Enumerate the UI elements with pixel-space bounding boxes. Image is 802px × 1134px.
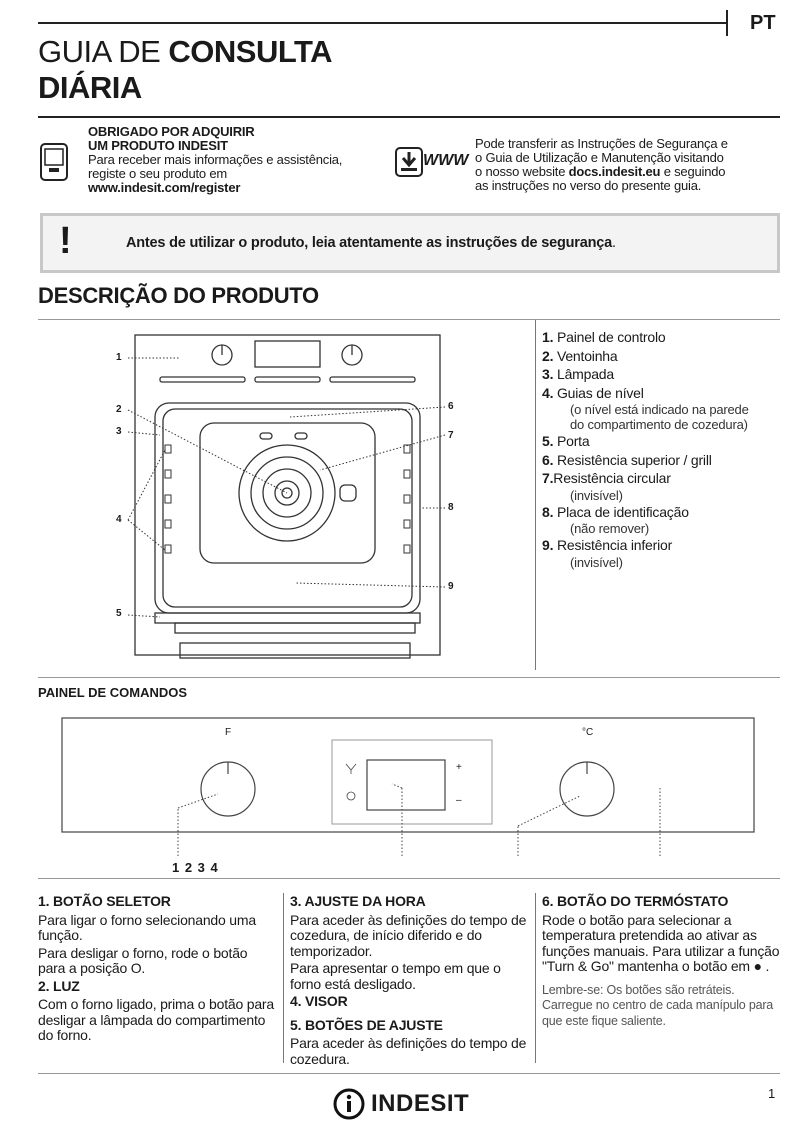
list-item: 1. Painel de controlo — [542, 329, 666, 345]
oven-diagram — [100, 325, 470, 670]
column-selector-light: 1. BOTÃO SELETOR Para ligar o forno selecionando uma função. Para desligar o forno, rode o botão para a posição O. 2. LUZ Com o forno ligado, prima o botão para desligar a lâmpada do compartimento do forno. — [38, 893, 274, 1043]
docs-info: Pode transferir as Instruções de Segurança e o Guia de Utilização e Manutenção visitando o nosso website docs.indesit.eu e seguindo as instruções no verso do presente guia. — [475, 136, 728, 193]
callout-3: 3 — [116, 426, 122, 437]
rule — [38, 677, 780, 678]
list-item: 3. Lâmpada — [542, 366, 614, 382]
column-thermostat: 6. BOTÃO DO TERMÓSTATO Rode o botão para selecionar a temperatura pretendida ao ativar as funções manuais. Para utilizar a função "Turn & Go" mantenha o botão em ● . Lembre-se: Os botões são retráteis. Carregue no centro de cada manípulo para que este fique saliente. — [542, 893, 780, 1028]
rule — [38, 319, 780, 320]
indesit-logo: INDESIT — [333, 1088, 469, 1120]
callout-9: 9 — [448, 581, 454, 592]
callout-6: 6 — [448, 401, 454, 412]
control-panel-diagram — [60, 716, 760, 861]
www-icon-text: WWW — [423, 152, 469, 169]
product-description-title: DESCRIÇÃO DO PRODUTO — [38, 283, 319, 308]
rule — [38, 878, 780, 879]
thermostat-knob-label: °C — [582, 727, 594, 738]
callout-1: 1 — [116, 352, 122, 363]
control-panel-title: PAINEL DE COMANDOS — [38, 685, 188, 700]
divider — [535, 893, 536, 1063]
safety-warning — [40, 213, 780, 273]
column-time-display: 3. AJUSTE DA HORA Para aceder às definições do tempo de cozedura, de início diferido e do temporizador. Para apresentar o tempo em que o forno está desligado. 4. VISOR 5. BOTÕES DE AJUSTE Para aceder às definições do tempo de cozedura. — [290, 893, 527, 1067]
selector-knob-label: F — [225, 727, 232, 738]
page-number: 1 — [768, 1086, 776, 1101]
callout-2: 2 — [116, 404, 122, 415]
page-title: GUIA DE CONSULTA DIÁRIA — [38, 34, 332, 105]
callout-5: 5 — [116, 608, 122, 619]
docs-link[interactable]: docs.indesit.eu — [568, 164, 661, 179]
warning-text: Antes de utilizar o produto, leia atentamente as instruções de segurança. — [126, 235, 616, 251]
list-item: 6. Resistência superior / grill — [542, 451, 712, 468]
download-icon — [395, 147, 423, 177]
list-item: 4. Guias de nível (o nível está indicado na parede do compartimento de cozedura) — [542, 384, 749, 432]
list-item: 5. Porta — [542, 433, 590, 449]
language-label: PT — [750, 12, 776, 34]
register-link[interactable]: www.indesit.com/register — [88, 180, 241, 195]
minus-button: – — [456, 795, 462, 806]
list-item: 9. Resistência inferior (invisível) — [542, 537, 673, 570]
divider — [283, 893, 284, 1063]
plus-button: + — [456, 762, 462, 773]
list-item: 7.Resistência circular (invisível) — [542, 470, 671, 503]
divider — [535, 320, 536, 670]
monitor-icon — [40, 143, 68, 181]
list-item: 8. Placa de identificação (não remover) — [542, 503, 689, 536]
rule — [38, 1073, 780, 1074]
section-rule — [38, 116, 780, 118]
panel-callouts: 1 2 3 4 — [172, 860, 219, 875]
exclamation-icon: ! — [59, 220, 72, 262]
callout-8: 8 — [448, 502, 454, 513]
top-rule — [38, 22, 726, 24]
top-tick — [726, 10, 728, 36]
logo-i-icon — [333, 1088, 365, 1120]
callout-7: 7 — [448, 430, 454, 441]
parts-list — [542, 328, 749, 570]
register-info: OBRIGADO POR ADQUIRIR UM PRODUTO INDESIT Para receber mais informações e assistência, registe o seu produto em www.indesit.com/register — [88, 124, 343, 195]
callout-4: 4 — [116, 514, 122, 525]
list-item: 2. Ventoinha — [542, 347, 618, 364]
